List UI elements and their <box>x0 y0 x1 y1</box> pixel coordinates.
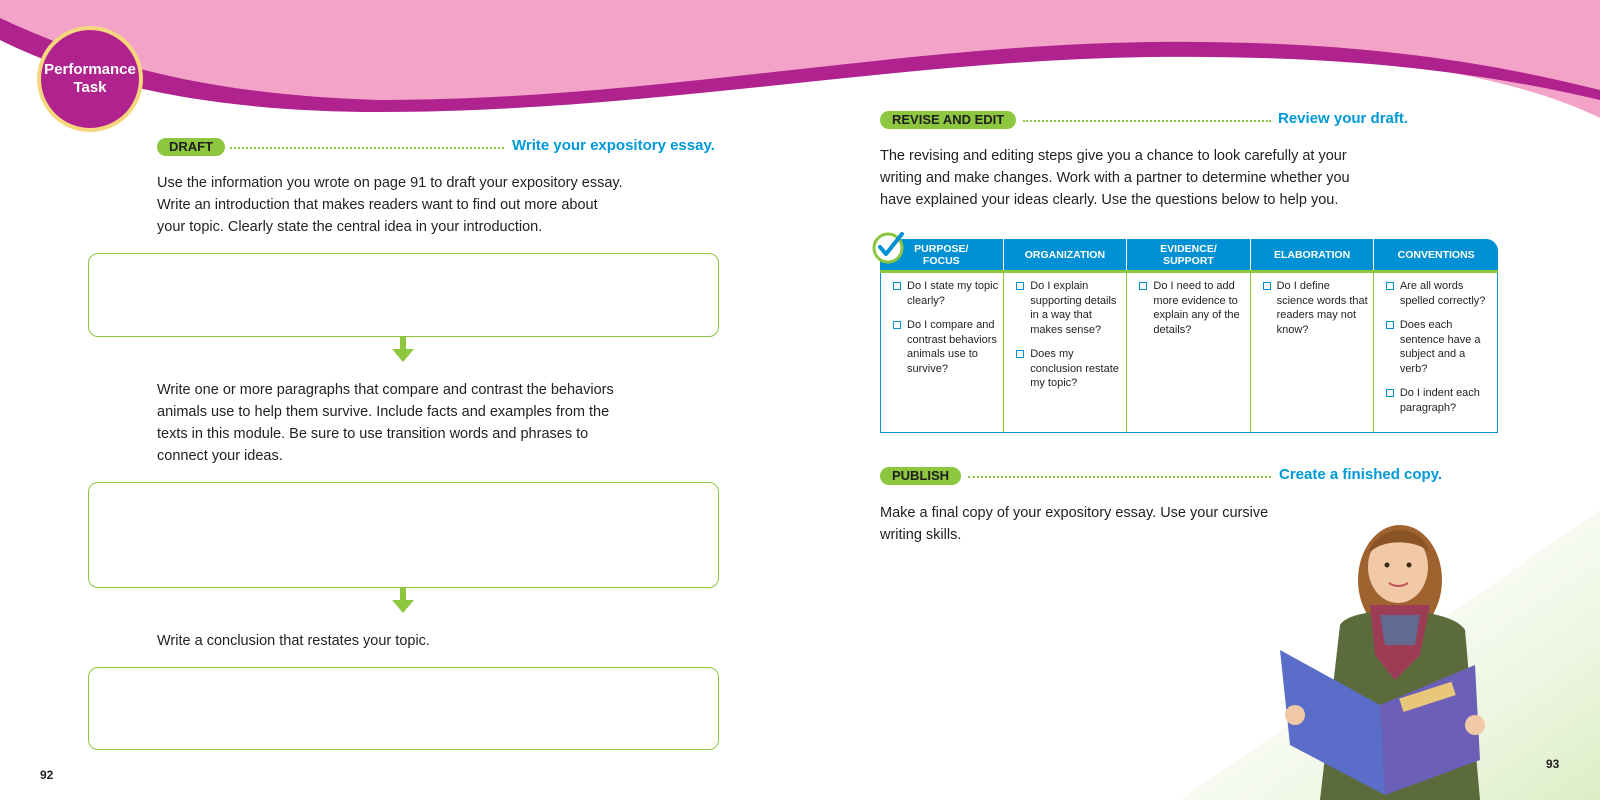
revision-checklist-table <box>880 239 1498 433</box>
checklist-item[interactable] <box>1016 347 1122 391</box>
draft-intro-instructions <box>157 172 623 238</box>
text-line: writing skills. <box>880 527 962 543</box>
revise-edit-tag: REVISE AND EDIT <box>880 111 1016 129</box>
checklist-item[interactable] <box>1386 279 1493 308</box>
question-text: Do I need to add more evidence to explain any of the details? <box>1153 280 1240 336</box>
question-text: Do I explain supporting details in a way that makes sense? <box>1030 280 1117 336</box>
draft-tag: DRAFT <box>157 138 225 156</box>
checklist-item[interactable] <box>1263 279 1369 337</box>
checklist-item[interactable] <box>1016 279 1122 337</box>
publish-tag: PUBLISH <box>880 467 961 485</box>
column-purpose-focus <box>881 273 1004 432</box>
question-text: Does each sentence have a subject and a verb? <box>1399 319 1481 375</box>
checkbox[interactable] <box>1016 282 1024 290</box>
checkbox[interactable] <box>1386 389 1394 397</box>
column-elaboration <box>1251 273 1374 432</box>
body-paragraphs-writing-box[interactable] <box>88 482 719 588</box>
text-line: animals use to help them survive. Include facts and examples from the <box>157 404 610 420</box>
draft-divider <box>230 147 504 149</box>
checkbox[interactable] <box>1016 350 1024 358</box>
publish-title: Create a finished copy. <box>1279 466 1443 483</box>
revise-instructions <box>880 145 1350 211</box>
header-purpose-focus: PURPOSE/ FOCUS <box>880 239 1004 270</box>
text-line: Write an introduction that makes readers want to find out more about <box>157 197 598 213</box>
draft-body-instructions <box>157 379 614 467</box>
question-text: Does my conclusion restate my topic? <box>1030 348 1119 389</box>
checklist-body <box>880 273 1498 433</box>
checkbox[interactable] <box>1139 282 1147 290</box>
text-line: your topic. Clearly state the central idea in your introduction. <box>157 219 543 235</box>
question-text: Do I indent each paragraph? <box>1399 387 1480 414</box>
checklist-item[interactable] <box>893 318 999 376</box>
column-organization <box>1004 273 1127 432</box>
girl-with-book-image <box>1270 505 1510 800</box>
page-number-left: 92 <box>40 768 54 782</box>
checkbox[interactable] <box>1386 321 1394 329</box>
header-conventions: CONVENTIONS <box>1397 248 1475 261</box>
text-line: Write one or more paragraphs that compare and contrast the behaviors <box>157 382 614 398</box>
checklist-item[interactable] <box>893 279 999 308</box>
checkbox[interactable] <box>1263 282 1271 290</box>
text-line: connect your ideas. <box>157 448 283 464</box>
checklist-item[interactable] <box>1139 279 1245 337</box>
header-organization: ORGANIZATION <box>1004 239 1128 270</box>
text-line: Make a final copy of your expository essay. Use your cursive <box>880 505 1269 521</box>
performance-task-badge <box>37 26 143 132</box>
draft-title: Write your expository essay. <box>512 137 715 154</box>
text-line: texts in this module. Be sure to use transition words and phrases to <box>157 426 589 442</box>
down-arrow-icon <box>392 337 414 363</box>
checklist-item[interactable] <box>1386 386 1493 415</box>
question-text: Are all words spelled correctly? <box>1399 280 1486 307</box>
down-arrow-icon <box>392 588 414 614</box>
page-number-right: 93 <box>1546 757 1560 771</box>
question-text: Do I compare and contrast behaviors animals use to survive? <box>907 319 997 375</box>
column-conventions <box>1374 273 1497 432</box>
checkbox[interactable] <box>893 321 901 329</box>
header-evidence-support: EVIDENCE/ SUPPORT <box>1127 239 1251 270</box>
question-text: Do I state my topic clearly? <box>907 280 999 307</box>
checkmark-icon <box>872 230 906 264</box>
text-line: writing and make changes. Work with a partner to determine whether you <box>880 170 1350 186</box>
checkbox[interactable] <box>893 282 901 290</box>
checklist-header-row <box>880 239 1498 273</box>
text-line: Use the information you wrote on page 91 to draft your expository essay. <box>157 175 623 191</box>
badge-line-1: Performance <box>44 61 136 78</box>
question-text: Do I define science words that readers may not know? <box>1276 280 1368 336</box>
revise-title: Review your draft. <box>1278 110 1409 127</box>
column-evidence-support <box>1127 273 1250 432</box>
checklist-item[interactable] <box>1386 318 1493 376</box>
text-line: The revising and editing steps give you a chance to look carefully at your <box>880 148 1347 164</box>
conclusion-writing-box[interactable] <box>88 667 719 750</box>
header-elaboration: ELABORATION <box>1251 239 1375 270</box>
checkbox[interactable] <box>1386 282 1394 290</box>
introduction-writing-box[interactable] <box>88 253 719 337</box>
text-line: have explained your ideas clearly. Use the questions below to help you. <box>880 192 1339 208</box>
revise-divider <box>1023 120 1271 122</box>
conclusion-instructions: Write a conclusion that restates your topic. <box>157 633 430 649</box>
badge-line-2: Task <box>73 79 107 96</box>
